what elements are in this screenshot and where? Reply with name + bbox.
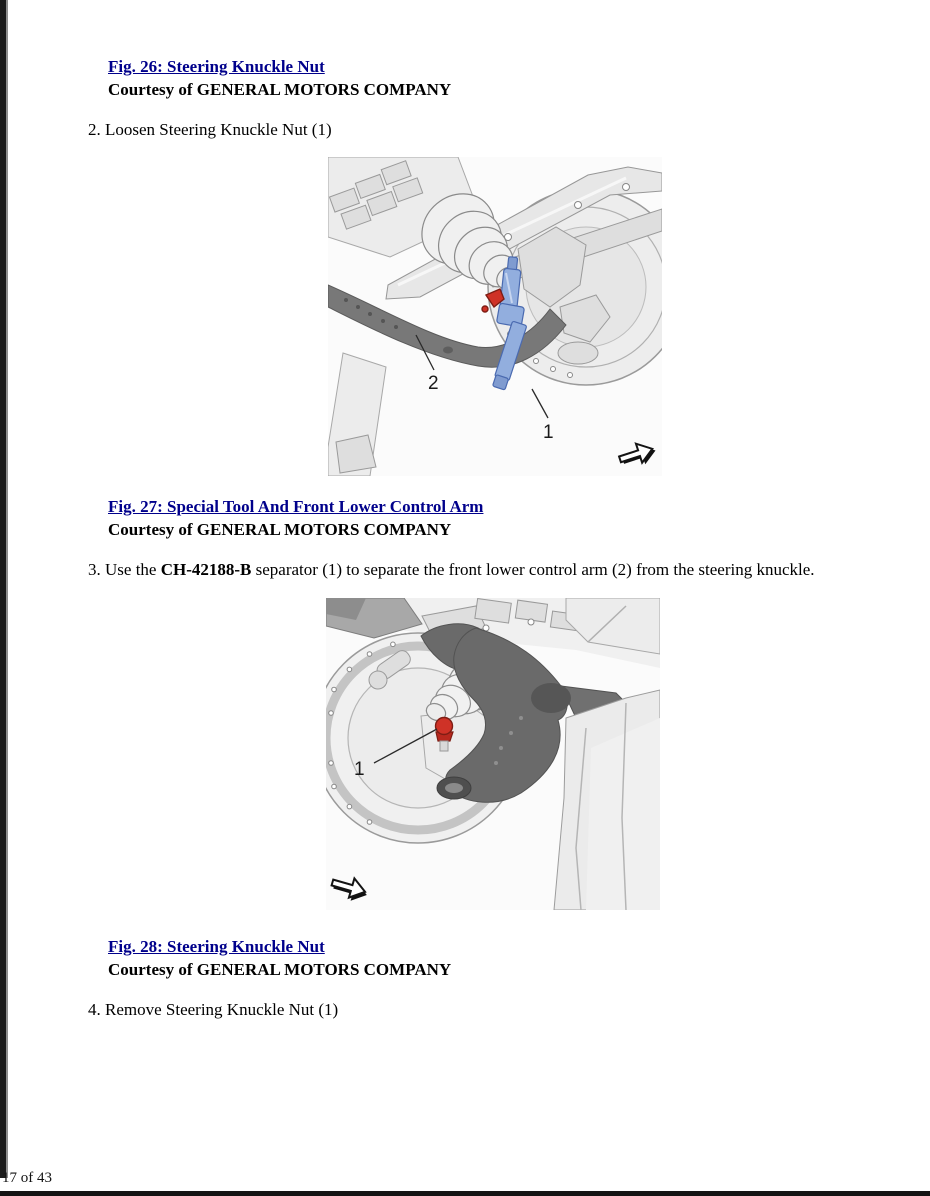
- page-indicator: 17 of 43: [2, 1170, 52, 1186]
- fig27-illustration: [328, 157, 662, 476]
- fig27-courtesy: Courtesy of GENERAL MOTORS COMPANY: [108, 520, 452, 539]
- ball-joint-area: [558, 342, 598, 364]
- fig28-caption: [108, 935, 451, 981]
- viewer-bottom-edge: [0, 1191, 930, 1196]
- fig28-image: [326, 598, 660, 910]
- step-4-number: 4.: [88, 1000, 101, 1019]
- step-3-text-before: Use the: [105, 560, 161, 579]
- step-3-text-after: separator (1) to separate the front lower control arm (2) from the steering knuckle.: [251, 560, 815, 579]
- fig26-courtesy: Courtesy of GENERAL MOTORS COMPANY: [108, 80, 452, 99]
- callout-1-label: 1: [543, 422, 554, 443]
- viewer-left-edge: [0, 0, 8, 1178]
- callout-1-label: 1: [354, 759, 365, 780]
- step-2-text: Loosen Steering Knuckle Nut (1): [105, 120, 332, 139]
- fig28-illustration: [326, 598, 660, 910]
- fig26-link[interactable]: Fig. 26: Steering Knuckle Nut: [108, 57, 325, 76]
- step-2-number: 2.: [88, 120, 101, 139]
- step-2: [88, 119, 332, 141]
- fig26-caption: [108, 55, 451, 101]
- fig28-link[interactable]: Fig. 28: Steering Knuckle Nut: [108, 937, 325, 956]
- step-3-number: 3.: [88, 560, 101, 579]
- fig27-image: [328, 157, 662, 476]
- fig27-link[interactable]: Fig. 27: Special Tool And Front Lower Control Arm: [108, 497, 484, 516]
- step-3: [88, 559, 815, 581]
- step-3-tool-code: CH-42188-B: [160, 560, 252, 579]
- step-4-text: Remove Steering Knuckle Nut (1): [105, 1000, 339, 1019]
- fig27-caption: [108, 495, 483, 541]
- callout-2-label: 2: [428, 373, 439, 394]
- ball-stud: [369, 671, 387, 689]
- fig28-courtesy: Courtesy of GENERAL MOTORS COMPANY: [108, 960, 452, 979]
- step-4: [88, 999, 338, 1021]
- splash-shield: [554, 690, 660, 910]
